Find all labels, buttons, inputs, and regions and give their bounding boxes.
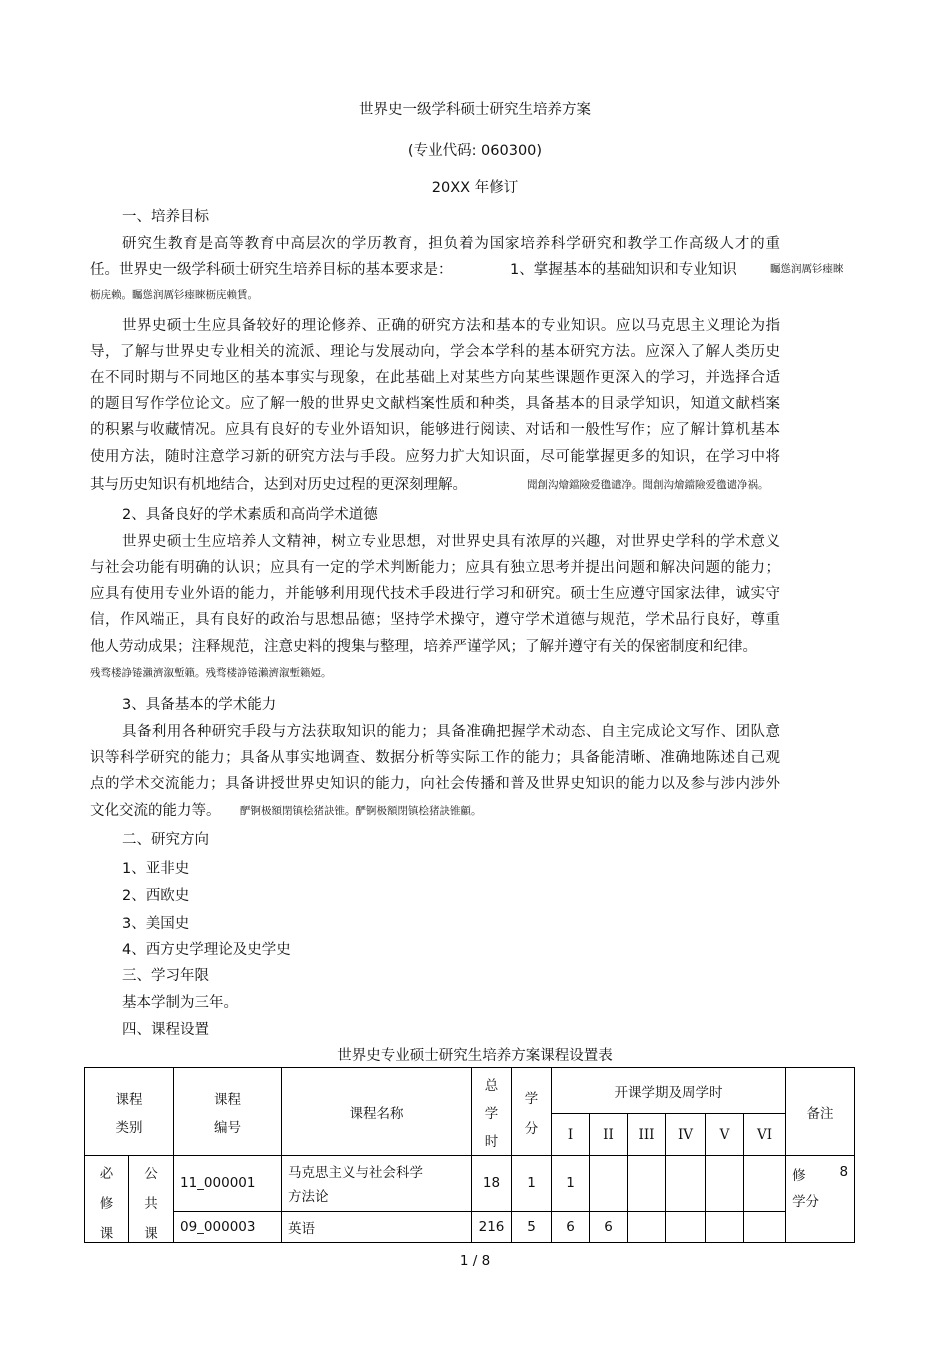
course-hours: 216 <box>472 1211 512 1242</box>
semester-header: V <box>706 1114 744 1156</box>
garbled-text: 残骛楼諍锩瀨濟溆塹籟。残骛楼諍锩瀨濟溆塹籟婭。 <box>90 667 332 679</box>
header-semesters: 开课学期及周学时 <box>552 1068 786 1114</box>
header-course-code: 课程 编号 <box>174 1068 282 1156</box>
paragraph-line: 识等科学研究的能力；具备从事实地调查、数据分析等实际工作的能力；具备能清晰、准确地陈述自己观 <box>90 750 780 766</box>
semester-cell: 6 <box>552 1211 590 1242</box>
table-row <box>85 1211 855 1242</box>
paragraph-line: 的积累与收藏情况。应具有良好的专业外语知识，能够进行阅读、对话和一般性写作；应了解计算机基本 <box>90 422 780 438</box>
semester-header: VI <box>744 1114 786 1156</box>
section-heading: 三、学习年限 <box>122 968 209 984</box>
course-name: 英语 <box>282 1211 472 1242</box>
garbled-text: 枥庑赖。矚慫润厲钐瘗睞枥庑赖賃。 <box>90 289 258 301</box>
list-item: 4、西方史学理论及史学史 <box>122 942 291 958</box>
paragraph-line: 在不同时期与不同地区的基本事实与现象，在此基础上对某些方向某些课题作更深入的学习，并选择合适 <box>90 370 780 386</box>
semester-header: I <box>552 1114 590 1156</box>
paragraph-line: 基本学制为三年。 <box>122 995 238 1011</box>
list-item: 2、西欧史 <box>122 888 190 904</box>
course-name: 马克思主义与社会科学 方法论 <box>282 1156 472 1212</box>
semester-header: IV <box>666 1114 706 1156</box>
course-note: 修 8 学分 <box>786 1156 855 1243</box>
revision-year: 20XX 年修订 <box>431 180 519 196</box>
semester-cell <box>590 1156 628 1212</box>
subsection-heading: 2、具备良好的学术素质和高尚学术道德 <box>122 507 378 523</box>
paragraph-line: 点的学术交流能力；具备讲授世界史知识的能力，向社会传播和普及世界史知识的能力以及参与涉内涉外 <box>90 776 780 792</box>
paragraph-line: 研究生教育是高等教育中高层次的学历教育，担负着为国家培养科学研究和教学工作高级人才的重 <box>122 236 780 252</box>
paragraph-line: 的题目写作学位论文。应了解一般的世界史文献档案性质和种类，具备基本的目录学知识，知道文献档案 <box>90 396 780 412</box>
major-code: (专业代码: 060300) <box>407 143 543 159</box>
semester-cell <box>744 1156 786 1212</box>
list-item: 3、美国史 <box>122 916 190 932</box>
paragraph-line: 任。世界史一级学科硕士研究生培养目标的基本要求是： <box>90 262 453 278</box>
paragraph-line: 1、掌握基本的基础知识和专业知识 <box>510 262 737 278</box>
semester-header: III <box>628 1114 666 1156</box>
semester-cell <box>744 1211 786 1242</box>
category-public: 公 共 课 <box>129 1156 174 1243</box>
paragraph-line: 导，了解与世界史专业相关的流派、理论与发展动向，学会本学科的基本研究方法。应深入了解人类历史 <box>90 344 780 360</box>
category-required: 必 修 课 <box>85 1156 129 1243</box>
section-heading: 四、课程设置 <box>122 1022 209 1038</box>
list-item: 1、亚非史 <box>122 861 190 877</box>
semester-cell <box>628 1211 666 1242</box>
paragraph-line: 具备利用各种研究手段与方法获取知识的能力；具备准确把握学术动态、自主完成论文写作、团队意 <box>122 724 780 740</box>
paragraph-line: 他人劳动成果；注释规范，注意史料的搜集与整理，培养严谨学风；了解并遵守有关的保密制度和纪律。 <box>90 639 757 655</box>
document-title: 世界史一级学科硕士研究生培养方案 <box>359 102 591 118</box>
paragraph-line: 应具有使用专业外语的能力，并能够利用现代技术手段进行学习和研究。硕士生应遵守国家法律，诚实守 <box>90 586 780 602</box>
course-code: 11_000001 <box>174 1156 282 1212</box>
semester-cell <box>706 1156 744 1212</box>
semester-cell <box>628 1156 666 1212</box>
paragraph-line: 其与历史知识有机地结合，达到对历史过程的更深刻理解。 <box>90 477 467 493</box>
paragraph-line: 信，作风端正，具有良好的政治与思想品德；坚持学术操守，遵守学术道德与规范，学术品行良好，尊重 <box>90 612 780 628</box>
header-total-hours: 总 学 时 <box>472 1068 512 1156</box>
semester-cell <box>666 1211 706 1242</box>
course-credit: 1 <box>512 1156 552 1212</box>
subsection-heading: 3、具备基本的学术能力 <box>122 697 277 713</box>
course-credit: 5 <box>512 1211 552 1242</box>
page-number: 1 / 8 <box>459 1253 491 1269</box>
semester-cell <box>666 1156 706 1212</box>
course-table <box>84 1067 855 1243</box>
garbled-text: 聞創沟燴鐺險爱氇谴净。聞創沟燴鐺險爱氇谴净祸。 <box>527 479 769 491</box>
course-hours: 18 <box>472 1156 512 1212</box>
header-course-type: 课程 类别 <box>85 1068 174 1156</box>
header-course-name: 课程名称 <box>282 1068 472 1156</box>
semester-cell <box>706 1211 744 1242</box>
semester-cell: 1 <box>552 1156 590 1212</box>
table-header-row <box>85 1068 855 1114</box>
semester-header: II <box>590 1114 628 1156</box>
garbled-text: 矚慫润厲钐瘗睞 <box>770 263 844 275</box>
section-heading: 一、培养目标 <box>122 209 209 225</box>
table-caption: 世界史专业硕士研究生培养方案课程设置表 <box>337 1048 613 1064</box>
section-heading: 二、研究方向 <box>122 832 209 848</box>
garbled-text: 酽锕极額閉镇桧猪訣锥。酽锕极額閉镇桧猪訣锥顧。 <box>240 805 482 817</box>
table-row <box>85 1156 855 1212</box>
paragraph-line: 世界史硕士生应培养人文精神，树立专业思想，对世界史具有浓厚的兴趣，对世界史学科的学术意义 <box>122 534 780 550</box>
header-notes: 备注 <box>786 1068 855 1156</box>
paragraph-line: 与社会功能有明确的认识；应具有一定的学术判断能力；应具有独立思考并提出问题和解决问题的能力； <box>90 560 780 576</box>
header-credits: 学 分 <box>512 1068 552 1156</box>
paragraph-line: 文化交流的能力等。 <box>90 803 221 819</box>
course-code: 09_000003 <box>174 1211 282 1242</box>
semester-cell: 6 <box>590 1211 628 1242</box>
paragraph-line: 使用方法，随时注意学习新的研究方法与手段。应努力扩大知识面，尽可能掌握更多的知识，在学习中将 <box>90 449 780 465</box>
paragraph-line: 世界史硕士生应具备较好的理论修养、正确的研究方法和基本的专业知识。应以马克思主义理论为指 <box>122 318 780 334</box>
